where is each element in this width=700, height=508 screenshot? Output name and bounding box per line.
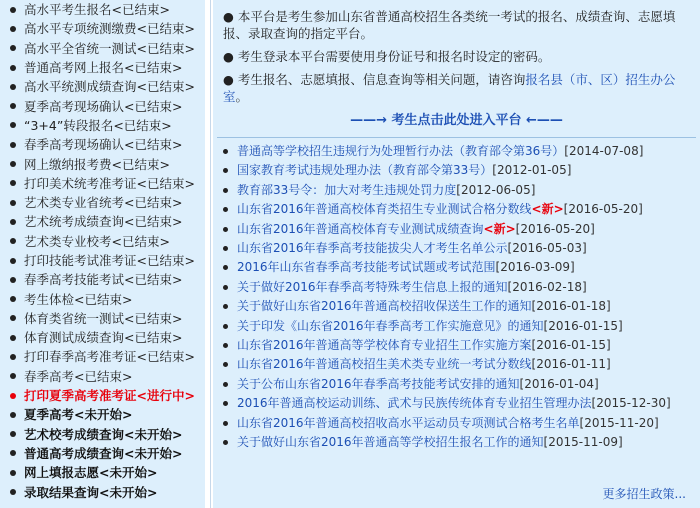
news-link[interactable]: 教育部33号令：加大对考生违规处罚力度 bbox=[237, 182, 457, 197]
sidebar-item[interactable] bbox=[0, 19, 205, 38]
news-date: [2016-03-09] bbox=[495, 260, 575, 275]
sidebar-item-label: 春季高考现场确认<已结束> bbox=[24, 137, 183, 153]
bullet-icon bbox=[10, 200, 16, 206]
news-date: [2015-11-20] bbox=[579, 415, 659, 430]
sidebar-item[interactable] bbox=[0, 116, 205, 135]
sidebar-item[interactable] bbox=[0, 232, 205, 251]
news-link[interactable]: 山东省2016年普通高等学校体育专业招生工作实施方案 bbox=[237, 338, 532, 353]
notice-line-3: ● 考生报名、志愿填报、信息查询等相关问题，请咨询报名县（市、区）招生办公室。 bbox=[223, 72, 676, 104]
news-date: [2012-01-05] bbox=[492, 163, 572, 178]
news-date: [2012-06-05] bbox=[456, 182, 536, 197]
sidebar-item-label: 高水平考生报名<已结束> bbox=[24, 2, 170, 18]
sidebar-item-label: 体育类省统一测试<已结束> bbox=[24, 310, 183, 326]
bullet-icon bbox=[10, 84, 16, 90]
sidebar-item[interactable] bbox=[0, 309, 205, 328]
news-item bbox=[213, 317, 700, 336]
bullet-icon bbox=[10, 45, 16, 51]
bullet-icon bbox=[10, 122, 16, 128]
news-link[interactable]: 普通高等学校招生违规行为处理暂行办法（教育部令第36号） bbox=[237, 144, 565, 158]
news-item bbox=[213, 278, 700, 297]
bullet-icon bbox=[10, 354, 16, 360]
bullet-icon bbox=[10, 431, 16, 437]
sidebar-item[interactable] bbox=[0, 96, 205, 115]
bullet-icon bbox=[223, 149, 228, 154]
bullet-icon bbox=[10, 296, 16, 302]
sidebar-item-label: 普通高考网上报名<已结束> bbox=[24, 60, 183, 76]
more-policies-link[interactable]: 更多招生政策... bbox=[602, 487, 686, 501]
bullet-icon bbox=[223, 285, 228, 290]
sidebar-item-label: 普通高考成绩查询<未开始> bbox=[24, 445, 183, 461]
bullet-icon bbox=[223, 382, 228, 387]
sidebar-item[interactable] bbox=[0, 270, 205, 289]
sidebar-item[interactable] bbox=[0, 251, 205, 270]
bullet-icon bbox=[10, 65, 16, 71]
sidebar-item-label: 艺术类专业校考<已结束> bbox=[24, 233, 170, 249]
sidebar-list bbox=[0, 0, 205, 502]
sidebar-item[interactable] bbox=[0, 425, 205, 444]
bullet-icon bbox=[223, 324, 228, 329]
sidebar-item[interactable] bbox=[0, 444, 205, 463]
sidebar-item-label: 网上缴纳报考费<已结束> bbox=[24, 156, 170, 172]
bullet-icon bbox=[10, 161, 16, 167]
bullet-icon bbox=[10, 103, 16, 109]
news-link[interactable]: 山东省2016年普通高校体育专业测试成绩查询 bbox=[237, 221, 484, 236]
bullet-icon bbox=[10, 470, 16, 476]
news-link[interactable]: 关于公布山东省2016年春季高考技能考试安排的通知 bbox=[237, 376, 520, 391]
news-item bbox=[213, 258, 700, 277]
bullet-icon bbox=[223, 246, 228, 251]
sidebar-item[interactable] bbox=[0, 386, 205, 405]
sidebar-item-label: 艺术类专业省统考<已结束> bbox=[24, 195, 183, 211]
sidebar-item-label: 打印技能考试准考证<已结束> bbox=[24, 253, 195, 268]
news-date: [2016-05-03] bbox=[507, 241, 587, 256]
notice-block bbox=[213, 0, 700, 105]
sidebar-item-label: 艺术统考成绩查询<已结束> bbox=[24, 214, 183, 230]
news-date: [2014-07-08] bbox=[564, 144, 644, 158]
sidebar-item[interactable] bbox=[0, 193, 205, 212]
news-item bbox=[213, 355, 700, 374]
divider bbox=[210, 0, 211, 508]
bullet-icon bbox=[10, 412, 16, 418]
sidebar-item-label: 网上填报志愿<未开始> bbox=[24, 465, 158, 481]
new-badge: <新> bbox=[483, 221, 516, 236]
sidebar-item[interactable] bbox=[0, 463, 205, 482]
news-item bbox=[213, 181, 700, 200]
sidebar-item-label: 体育测试成绩查询<已结束> bbox=[24, 330, 183, 346]
news-date: [2016-01-15] bbox=[543, 318, 623, 333]
notice-line-1: ● 本平台是考生参加山东省普通高校招生各类统一考试的报名、成绩查询、志愿填报、录取查询的指定平台。 bbox=[223, 9, 676, 41]
bullet-icon bbox=[223, 421, 228, 426]
news-date: [2016-01-15] bbox=[531, 338, 611, 353]
bullet-icon bbox=[10, 238, 16, 244]
news-item bbox=[213, 336, 700, 355]
sidebar-item-label: 考生体检<已结束> bbox=[24, 291, 133, 307]
news-date: [2016-05-20] bbox=[515, 221, 595, 236]
sidebar-item-label: 打印夏季高考准考证<进行中> bbox=[24, 388, 195, 404]
sidebar-item-label: 夏季高考现场确认<已结束> bbox=[24, 98, 183, 114]
news-date: [2016-01-11] bbox=[531, 357, 611, 372]
news-link[interactable]: 国家教育考试违规处理办法（教育部令第33号） bbox=[237, 163, 493, 178]
bullet-icon bbox=[10, 7, 16, 13]
news-link[interactable]: 2016年普通高校运动训练、武术与民族传统体育专业招生管理办法 bbox=[237, 396, 592, 411]
news-item bbox=[213, 142, 700, 161]
news-date: [2016-01-04] bbox=[519, 376, 599, 391]
news-list bbox=[213, 142, 700, 453]
sidebar-item[interactable] bbox=[0, 58, 205, 77]
news-link[interactable]: 关于做好2016年春季高考特殊考生信息上报的通知 bbox=[237, 279, 508, 294]
news-date: [2016-05-20] bbox=[563, 202, 643, 217]
sidebar-item-label: 艺术校考成绩查询<未开始> bbox=[24, 426, 183, 442]
news-link[interactable]: 2016年山东省春季高考技能考试试题或考试范围 bbox=[237, 260, 496, 275]
news-link[interactable]: 关于做好山东省2016年普通高等学校招生报名工作的通知 bbox=[237, 435, 544, 450]
sidebar-item-label: “3+4”转段报名<已结束> bbox=[24, 117, 172, 133]
notice-line-2: ● 考生登录本平台需要使用身份证号和报名时设定的密码。 bbox=[223, 49, 551, 64]
news-link[interactable]: 山东省2016年普通高校招生美术类专业统一考试分数线 bbox=[237, 357, 532, 372]
news-date: [2016-01-18] bbox=[531, 299, 611, 314]
bullet-icon bbox=[10, 219, 16, 225]
sidebar-item-label: 夏季高考<未开始> bbox=[24, 407, 133, 423]
news-item bbox=[213, 375, 700, 394]
sidebar-item-label: 录取结果查询<未开始> bbox=[24, 484, 158, 500]
bullet-icon bbox=[223, 227, 228, 232]
news-item bbox=[213, 161, 700, 180]
bullet-icon bbox=[10, 315, 16, 321]
sidebar-item-label: 高水平全省统一测试<已结束> bbox=[24, 40, 195, 56]
sidebar-item[interactable] bbox=[0, 289, 205, 308]
contact-office-link[interactable]: 报名县（市、区）招生办公室 bbox=[223, 72, 676, 104]
sidebar-item-label: 打印春季高考准考证<已结束> bbox=[24, 349, 195, 365]
news-item bbox=[213, 394, 700, 413]
news-item bbox=[213, 239, 700, 258]
news-link[interactable]: 山东省2016年普通高校体育类招生专业测试合格分数线 bbox=[237, 202, 532, 217]
separator bbox=[217, 137, 696, 138]
sidebar-item[interactable] bbox=[0, 367, 205, 386]
enter-platform-link[interactable]: ——→ 考生点击此处进入平台 ←—— bbox=[350, 113, 563, 128]
bullet-icon bbox=[10, 450, 16, 456]
news-link[interactable]: 山东省2016年普通高校招收高水平运动员专项测试合格考生名单 bbox=[237, 415, 580, 430]
sidebar-item[interactable] bbox=[0, 77, 205, 96]
news-link[interactable]: 山东省2016年春季高考技能拔尖人才考生名单公示 bbox=[237, 241, 508, 256]
news-date: [2015-11-09] bbox=[543, 435, 623, 450]
bullet-icon bbox=[10, 142, 16, 148]
sidebar-item[interactable] bbox=[0, 154, 205, 173]
sidebar-item[interactable] bbox=[0, 405, 205, 424]
bullet-icon bbox=[10, 393, 16, 399]
news-link[interactable]: 关于印发《山东省2016年春季高考工作实施意见》的通知 bbox=[237, 318, 544, 333]
bullet-icon bbox=[10, 26, 16, 32]
sidebar-item[interactable] bbox=[0, 135, 205, 154]
sidebar-item-label: 春季高考技能考试<已结束> bbox=[24, 272, 183, 288]
sidebar-item[interactable] bbox=[0, 174, 205, 193]
sidebar-item[interactable] bbox=[0, 0, 205, 19]
news-date: [2015-12-30] bbox=[591, 396, 671, 411]
bullet-icon bbox=[10, 489, 16, 495]
news-item bbox=[213, 433, 700, 452]
news-date: [2016-02-18] bbox=[507, 279, 587, 294]
new-badge: <新> bbox=[531, 202, 564, 217]
bullet-icon bbox=[10, 335, 16, 341]
sidebar-item[interactable] bbox=[0, 347, 205, 366]
news-link[interactable]: 关于做好山东省2016年普通高校招收保送生工作的通知 bbox=[237, 299, 532, 314]
news-item bbox=[213, 297, 700, 316]
news-item bbox=[213, 414, 700, 433]
news-item bbox=[213, 220, 700, 239]
sidebar-item-label: 高水平统测成绩查询<已结束> bbox=[24, 79, 195, 95]
sidebar bbox=[0, 0, 205, 508]
main-panel bbox=[213, 0, 700, 508]
bullet-icon bbox=[223, 188, 228, 193]
sidebar-item[interactable] bbox=[0, 212, 205, 231]
bullet-icon bbox=[10, 373, 16, 379]
sidebar-item-label: 高水平专项统测缴费<已结束> bbox=[24, 21, 195, 37]
bullet-icon bbox=[10, 277, 16, 283]
news-item bbox=[213, 200, 700, 219]
sidebar-item[interactable] bbox=[0, 39, 205, 58]
bullet-icon bbox=[10, 258, 16, 264]
sidebar-item[interactable] bbox=[0, 328, 205, 347]
bullet-icon bbox=[10, 180, 16, 186]
sidebar-item-label: 打印美术统考准考证<已结束> bbox=[24, 175, 195, 191]
sidebar-item-label: 春季高考<已结束> bbox=[24, 368, 133, 384]
sidebar-item[interactable] bbox=[0, 482, 205, 501]
